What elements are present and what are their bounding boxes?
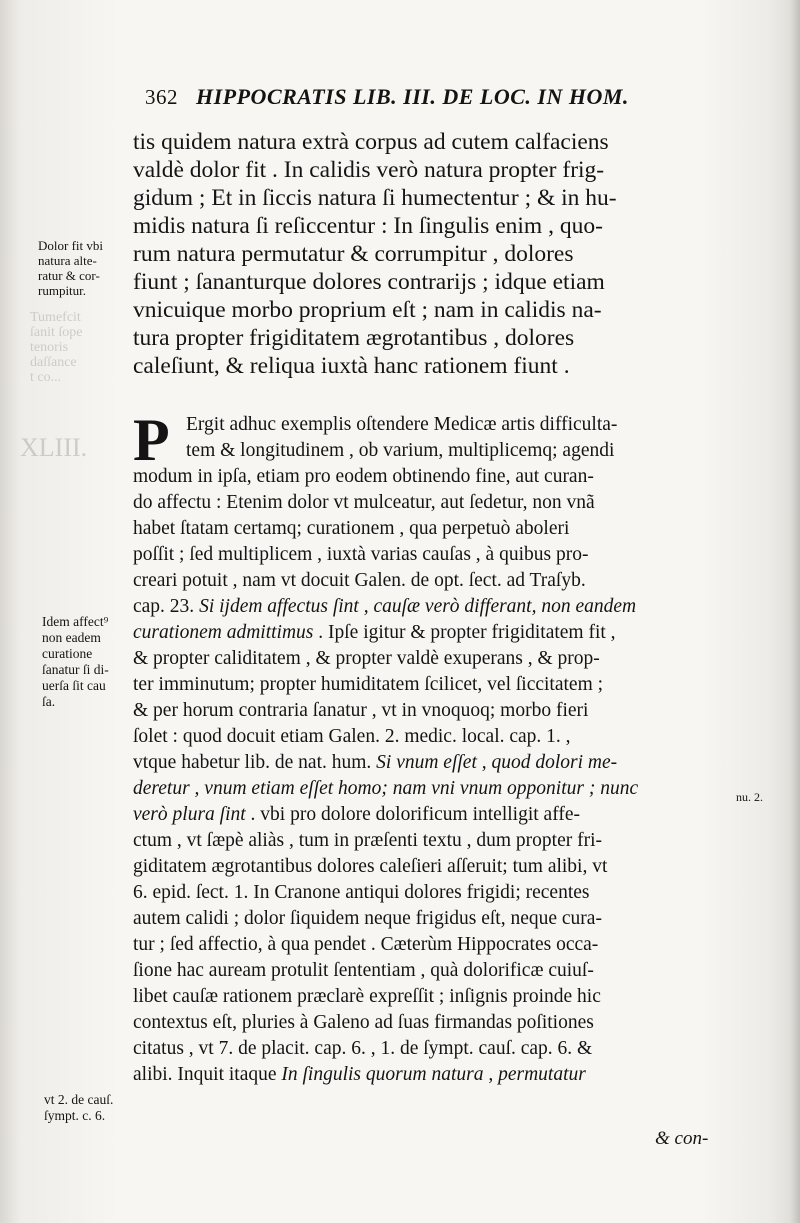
show-through-numeral: XLIII.	[20, 433, 88, 462]
text-line: tur ; ſed affectio, à qua pendet . Cæterùm Hippocrates occa-	[133, 934, 599, 955]
text-line: modum in ipſa, etiam pro eodem obtinendo fine, aut curan-	[133, 466, 594, 487]
italic-quote: Si ijdem affectus ſint , cauſæ verò differant, non eandem	[199, 596, 637, 617]
text-line: ctum , vt ſæpè aliàs , tum in præſenti textu , dum propter fri-	[133, 830, 602, 851]
margin-note-line: curatione	[42, 646, 93, 661]
italic-quote-line: deretur , vnum etiam eſſet homo; nam vni vnum opponitur ; nunc	[133, 778, 639, 799]
catchword: & con-	[655, 1128, 709, 1149]
margin-note-line: non eadem	[42, 630, 101, 645]
text-line: fiunt ; ſananturque dolores contrarijs ; idque etiam	[133, 269, 605, 295]
running-title: HIPPOCRATIS LIB. III. DE LOC. IN HOM.	[196, 84, 629, 109]
text-line: do affectu : Etenim dolor vt mulceatur, aut ſedetur, non vnã	[133, 492, 595, 513]
text-line: autem calidi ; dolor ſiquidem neque frigidus eſt, neque cura-	[133, 908, 602, 929]
margin-note-line: uerſa ſit cau	[42, 678, 106, 693]
margin-note-1	[38, 238, 103, 298]
text-line: citatus , vt 7. de placit. cap. 6. , 1. de ſympt. cauſ. cap. 6. &	[133, 1038, 593, 1059]
text-line: ter imminutum; propter humiditatem ſcilicet, vel ſiccitatem ;	[133, 674, 604, 695]
text-line: 6. epid. ſect. 1. In Cranone antiqui dolores frigidi; recentes	[133, 882, 590, 903]
show-through-text: Tumefcit ſanit ſope tenoris daſſance t co...	[30, 310, 83, 385]
text-line-mixed	[133, 750, 713, 776]
margin-note-line: vt 2. de cauſ.	[44, 1092, 114, 1107]
text-line: midis natura ſi reſiccentur : In ſingulis enim , quo-	[133, 213, 603, 239]
margin-note-line: ratur & cor-	[38, 268, 100, 283]
text-line: Ergit adhuc exemplis oſtendere Medicæ artis difficulta-	[186, 414, 618, 435]
text-line-mixed	[133, 1062, 713, 1088]
text-line: vnicuique morbo proprium eſt ; nam in calidis na-	[133, 297, 602, 323]
text-line: rum natura permutatur & corrumpitur , dolores	[133, 241, 574, 267]
text-line: libet cauſæ rationem præclarè expreſſit ; inſignis proinde hic	[133, 986, 601, 1007]
margin-note-line: rumpitur.	[38, 283, 87, 298]
text-line: poſſit ; ſed multiplicem , iuxtà varias cauſas , à quibus pro-	[133, 544, 589, 565]
paragraph-2	[133, 407, 713, 1088]
margin-note-line: Idem affect⁹	[42, 614, 109, 629]
text-line: caleſiunt, & reliqua iuxtà hanc rationem fiunt .	[133, 353, 570, 379]
italic-quote: Si vnum eſſet , quod dolori me-	[376, 752, 618, 773]
margin-note-line: natura alte-	[38, 253, 97, 268]
text-line-mixed	[133, 802, 713, 828]
text-line: gidum ; Et in ſiccis natura ſi humectentur ; & in hu-	[133, 185, 617, 211]
text-line: tem & longitudinem , ob varium, multiplicemq; agendi	[186, 440, 615, 461]
text-line: giditatem ægrotantibus dolores caleſieri aſſeruit; tum alibi, vt	[133, 856, 608, 877]
text-line: tis quidem natura extrà corpus ad cutem calfaciens	[133, 129, 609, 155]
text-line: contextus eſt, pluries à Galeno ad ſuas firmandas poſitiones	[133, 1012, 594, 1033]
text-line: & propter caliditatem , & propter valdè exuperans , & prop-	[133, 648, 600, 669]
italic-quote: In ſingulis quorum natura , permutatur	[281, 1064, 586, 1085]
text-line-mixed	[133, 620, 713, 646]
margin-note-right: nu. 2.	[736, 790, 763, 804]
text-line: habet ſtatam certamq; curationem , qua perpetuò aboleri	[133, 518, 570, 539]
page-edge-shadow	[790, 0, 800, 1223]
text-segment: vtque habetur lib. de nat. hum.	[133, 752, 377, 773]
paragraph-1	[133, 128, 713, 380]
text-line: valdè dolor fit . In calidis verò natura propter frig-	[133, 157, 605, 183]
margin-note-line: ſanatur ſi di-	[42, 662, 109, 677]
margin-note-line: ſympt. c. 6.	[44, 1108, 106, 1123]
margin-note-line: ſa.	[42, 694, 56, 709]
running-head	[145, 84, 685, 110]
text-segment: alibi. Inquit itaque	[133, 1064, 282, 1085]
text-line: ſione hac auream protulit ſententiam , quà dolorificæ cuiuſ-	[133, 960, 594, 981]
text-line: ſolet : quod docuit etiam Galen. 2. medic. local. cap. 1. ,	[133, 726, 571, 747]
text-segment: . vbi pro dolore dolorificum intelligit affe-	[245, 804, 580, 825]
italic-quote: curationem admittimus	[133, 622, 314, 643]
text-line: creari potuit , nam vt docuit Galen. de opt. ſect. ad Traſyb.	[133, 570, 586, 591]
margin-note-2	[42, 614, 109, 710]
margin-note-line: Dolor fit vbi	[38, 238, 103, 253]
text-segment: . Ipſe igitur & propter frigiditatem fit ,	[313, 622, 616, 643]
text-line: & per horum contraria ſanatur , vt in vnoquoq; morbo fieri	[133, 700, 589, 721]
drop-cap: P	[133, 407, 170, 473]
margin-note-3	[44, 1092, 113, 1124]
text-segment: cap. 23.	[133, 596, 200, 617]
italic-quote: verò plura ſint	[133, 804, 246, 825]
page-number: 362	[145, 85, 178, 109]
text-line-mixed	[133, 594, 713, 620]
text-line: tura propter frigiditatem ægrotantibus , dolores	[133, 325, 575, 351]
